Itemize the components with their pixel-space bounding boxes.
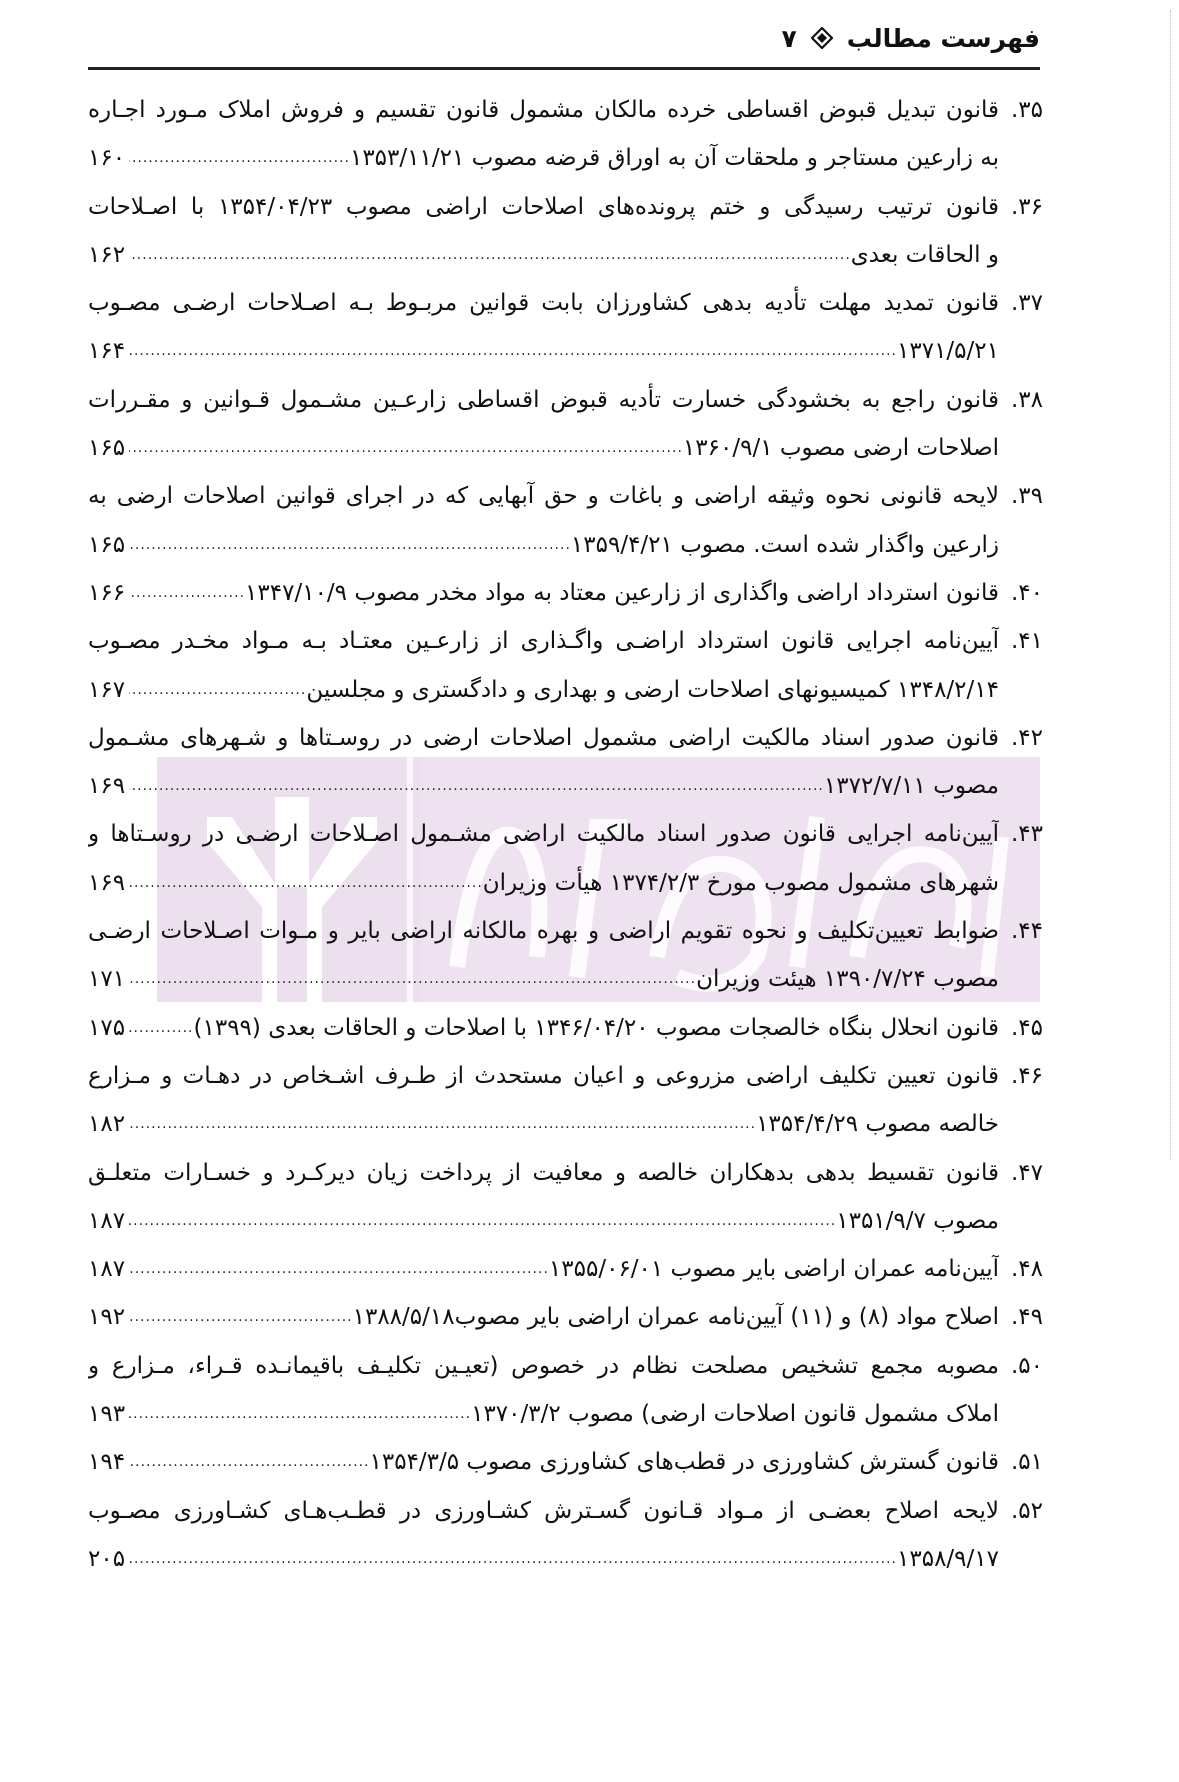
entry-title: مصوب ۱۳۹۰/۷/۲۴ هیئت وزیران — [696, 966, 999, 993]
entry-continuation — [88, 1390, 999, 1438]
entry-title: آیین‌نامه اجرایی قانون استرداد اراضـی واگـذاری از زارعـین معتـاد بـه مـواد مخـدر مصـوب — [88, 628, 999, 655]
entry-page-number[interactable]: ۱۸۷ — [88, 1256, 126, 1283]
toc-entry-line — [88, 1245, 1043, 1293]
toc-entry-line — [88, 1390, 1043, 1438]
toc-entry-line — [88, 86, 1043, 134]
entry-continuation — [88, 1438, 999, 1486]
entry-number: ۴۳. — [1010, 821, 1043, 848]
entry-title: قانون تعیین تکلیف اراضی مزروعی و اعیان مستحدث از طـرف اشـخاص در دهـات و مـزارع — [88, 1062, 999, 1089]
dot-leader — [129, 1100, 756, 1148]
entry-number: ۳۶. — [1010, 193, 1043, 220]
toc-entry-line — [88, 231, 1043, 279]
entry-title: آیین‌نامه عمران اراضی بایر مصوب ۱۳۵۵/۰۶/۰۱ — [548, 1256, 999, 1283]
entry-indent — [999, 521, 1043, 569]
toc-entry-line — [88, 279, 1043, 327]
toc-entry-line — [88, 1100, 1043, 1148]
entry-title: شهرهای مشمول مصوب مورخ ۱۳۷۴/۲/۳ هیأت وزیران — [482, 869, 999, 896]
entry-page-number[interactable]: ۱۸۷ — [88, 1207, 126, 1234]
toc-entry-line — [88, 859, 1043, 907]
entry-number: ۴۰. — [1010, 579, 1043, 606]
entry-number: ۵۲. — [1010, 1497, 1043, 1524]
entry-number: ۵۱. — [1010, 1449, 1043, 1476]
dot-leader — [129, 327, 897, 375]
entry-title: مصوبه مجمع تشخیص مصلحت نظام در خصوص (تعیـین تکلیـف باقیمانـده قـراء، مـزارع و — [88, 1352, 999, 1379]
toc-entry-line — [88, 1342, 1043, 1390]
entry-continuation — [88, 521, 999, 569]
toc-entry-line — [88, 762, 1043, 810]
entry-indent — [999, 859, 1043, 907]
dot-leader — [129, 1293, 353, 1341]
entry-page-number[interactable]: ۱۶۷ — [88, 676, 126, 703]
dot-leader — [129, 231, 851, 279]
entry-continuation — [88, 955, 999, 1003]
entry-page-number[interactable]: ۱۶۵ — [88, 531, 126, 558]
entry-indent — [999, 231, 1043, 279]
entry-number: ۴۸. — [1010, 1256, 1043, 1283]
entry-title: قانون تبدیل قبوض اقساطی خرده مالکان مشمول قانون تقسیم و فروش املاک مـورد اجـاره — [88, 97, 999, 123]
entry-page-number[interactable]: ۱۶۴ — [88, 338, 126, 365]
entry-number: ۴۴. — [1010, 918, 1043, 945]
toc-entry-line — [88, 955, 1043, 1003]
dot-leader — [129, 762, 824, 810]
entry-page-number[interactable]: ۱۶۹ — [88, 773, 126, 800]
entry-number: ۳۷. — [1010, 290, 1043, 317]
toc-entry-line — [88, 1004, 1043, 1052]
entry-indent — [999, 327, 1043, 375]
toc-entry[interactable] — [88, 569, 1043, 617]
toc-entry-line — [88, 1487, 1043, 1535]
header-title: فهرست مطالب — [846, 23, 1040, 53]
entry-continuation — [88, 1197, 999, 1245]
entry-indent — [999, 1100, 1043, 1148]
toc-entry[interactable] — [88, 1052, 1043, 1149]
entry-page-number[interactable]: ۱۹۳ — [88, 1401, 126, 1428]
entry-continuation — [88, 1293, 999, 1341]
entry-continuation — [88, 569, 999, 617]
entry-continuation — [88, 1245, 999, 1293]
toc-entry-line — [88, 569, 1043, 617]
toc-entry[interactable] — [88, 376, 1043, 473]
entry-continuation — [88, 762, 999, 810]
toc-entry[interactable] — [88, 472, 1043, 569]
toc-entry-line — [88, 134, 1043, 182]
toc-entry[interactable] — [88, 1438, 1043, 1486]
page-header — [88, 18, 1040, 58]
entry-title: املاک مشمول قانون اصلاحات ارضی) مصوب ۱۳۷۰/۳/۲ — [471, 1401, 999, 1428]
dot-leader — [129, 1245, 549, 1293]
entry-title: قانون ترتیب رسیدگی و ختم پرونده‌های اصلاحات اراضی مصوب ۱۳۵۴/۰۴/۲۳ با اصـلاحات — [88, 193, 999, 220]
entry-title: ۱۳۴۸/۲/۱۴ کمیسیونهای اصلاحات ارضی و بهداری و دادگستری و مجلسین — [306, 676, 999, 703]
entry-title: قانون تمدید مهلت تأدیه بدهی کشاورزان بابت قوانین مربـوط بـه اصـلاحات ارضـی مصـوب — [88, 290, 999, 317]
entry-page-number[interactable]: ۲۰۵ — [88, 1545, 126, 1572]
dot-leader — [129, 1004, 193, 1052]
dot-leader — [129, 424, 683, 472]
entry-indent — [999, 424, 1043, 472]
entry-continuation — [88, 424, 999, 472]
entry-continuation — [88, 327, 999, 375]
entry-number: ۴۶. — [1010, 1062, 1043, 1089]
dot-leader — [129, 521, 571, 569]
entry-title: لایحه قانونی نحوه وثیقه اراضی و باغات و حق آبهایی که در اجرای قوانین اصلاحات ارضی به — [88, 483, 999, 510]
toc-entry-line — [88, 1149, 1043, 1197]
entry-continuation — [88, 1004, 999, 1052]
toc-entry[interactable] — [88, 1487, 1043, 1584]
toc-entry[interactable] — [88, 907, 1043, 1004]
entry-number: ۴۷. — [1010, 1159, 1043, 1186]
entry-page-number[interactable]: ۱۷۵ — [88, 1014, 126, 1041]
scan-edge — [1167, 10, 1171, 1160]
dot-leader — [129, 1438, 369, 1486]
toc-entry-line — [88, 376, 1043, 424]
entry-indent — [999, 762, 1043, 810]
toc-entry[interactable] — [88, 1342, 1043, 1439]
entry-page-number[interactable]: ۱۶۵ — [88, 435, 126, 462]
entry-title: قانون گسترش کشاورزی در قطب‌های کشاورزی مصوب ۱۳۵۴/۳/۵ — [369, 1449, 999, 1476]
toc-entry-line — [88, 714, 1043, 762]
entry-indent — [999, 1197, 1043, 1245]
toc-entry-line — [88, 424, 1043, 472]
entry-page-number[interactable]: ۱۹۲ — [88, 1304, 126, 1331]
toc-entry[interactable] — [88, 617, 1043, 714]
dot-leader — [129, 1197, 836, 1245]
entry-continuation — [88, 1100, 999, 1148]
entry-title: ۱۳۵۸/۹/۱۷ — [897, 1545, 999, 1572]
entry-page-number[interactable]: ۱۶۹ — [88, 869, 126, 896]
toc-entry[interactable] — [88, 714, 1043, 811]
entry-number: ۴۵. — [1010, 1014, 1043, 1041]
toc-entry-line — [88, 617, 1043, 665]
toc-entry[interactable] — [88, 810, 1043, 907]
entry-title: قانون انحلال بنگاه خالصجات مصوب ۱۳۴۶/۰۴/۲۰ با اصلاحات و الحاقات بعدی (۱۳۹۹) — [193, 1014, 999, 1041]
toc-entry-line — [88, 1293, 1043, 1341]
dot-leader — [129, 1390, 471, 1438]
entry-indent — [999, 666, 1043, 714]
toc-entry[interactable] — [88, 1004, 1043, 1052]
entry-continuation — [88, 666, 999, 714]
entry-indent — [999, 1390, 1043, 1438]
entry-title: اصلاح مواد (۸) و (۱۱) آیین‌نامه عمران اراضی بایر مصوب۱۳۸۸/۵/۱۸ — [352, 1304, 999, 1331]
entry-page-number[interactable]: ۱۷۱ — [88, 966, 126, 993]
header-rule — [88, 67, 1040, 70]
entry-continuation — [88, 134, 999, 182]
toc-entry-line — [88, 1535, 1043, 1583]
toc-entry-line — [88, 907, 1043, 955]
entry-number: ۳۵. — [1010, 97, 1043, 123]
entry-page-number[interactable]: ۱۹۴ — [88, 1449, 126, 1476]
entry-title: قانون صدور اسناد مالکیت اراضی مشمول اصلاحات ارضی در روسـتاها و شـهرهای مشـمول — [88, 724, 999, 751]
toc-entry[interactable] — [88, 1245, 1043, 1293]
entry-title: ۱۳۷۱/۵/۲۱ — [897, 338, 999, 365]
toc-entry[interactable] — [88, 1149, 1043, 1246]
entry-indent — [999, 955, 1043, 1003]
entry-page-number[interactable]: ۱۶۲ — [88, 241, 126, 268]
diamond-icon — [811, 27, 833, 49]
toc-entry[interactable] — [88, 279, 1043, 376]
entry-number: ۴۹. — [1010, 1304, 1043, 1331]
toc-entry[interactable] — [88, 1293, 1043, 1341]
toc-entry-line — [88, 472, 1043, 520]
entry-page-number[interactable]: ۱۸۲ — [88, 1111, 126, 1138]
entry-title: مصوب ۱۳۵۱/۹/۷ — [836, 1207, 999, 1234]
entry-number: ۴۲. — [1010, 724, 1043, 751]
dot-leader — [129, 859, 483, 907]
toc-entry-line — [88, 521, 1043, 569]
entry-title: قانون استرداد اراضی واگذاری از زارعین معتاد به مواد مخدر مصوب ۱۳۴۷/۱۰/۹ — [245, 579, 999, 606]
entry-number: ۳۸. — [1010, 386, 1043, 413]
dot-leader — [129, 955, 696, 1003]
toc-entry-line — [88, 327, 1043, 375]
toc-entry-line — [88, 1197, 1043, 1245]
entry-indent — [999, 1535, 1043, 1583]
entry-page-number[interactable]: ۱۶۰ — [88, 145, 126, 172]
entry-title: لایحه اصلاح بعضـی از مـواد قـانون گسـترش کشـاورزی در قطـب‌هـای کشـاورزی مصـوب — [88, 1497, 999, 1524]
entry-title: به زارعین مستاجر و ملحقات آن به اوراق قرضه مصوب ۱۳۵۳/۱۱/۲۱ — [349, 145, 999, 172]
toc-entry[interactable] — [88, 183, 1043, 280]
entry-title: آیین‌نامه اجرایی قانون صدور اسناد مالکیت اراضی مشـمول اصـلاحات ارضـی در روسـتاها و — [88, 821, 999, 848]
entry-number: ۴۱. — [1010, 628, 1043, 655]
entry-number: ۵۰. — [1010, 1352, 1043, 1379]
entry-title: خالصه مصوب ۱۳۵۴/۴/۲۹ — [756, 1111, 999, 1138]
toc-entry-line — [88, 1438, 1043, 1486]
entry-title: قانون راجع به بخشودگی خسارت تأدیه قبوض اقساطی زارعـین مشـمول قـوانین و مقـررات — [88, 386, 999, 413]
entry-title: اصلاحات ارضی مصوب ۱۳۶۰/۹/۱ — [682, 435, 999, 462]
entry-number: ۳۹. — [1010, 483, 1043, 510]
entry-title: مصوب ۱۳۷۲/۷/۱۱ — [823, 773, 999, 800]
entry-title: زارعین واگذار شده است. مصوب ۱۳۵۹/۴/۲۱ — [570, 531, 999, 558]
table-of-contents — [88, 86, 1043, 1583]
entry-continuation — [88, 859, 999, 907]
entry-title: و الحاقات بعدی — [850, 241, 999, 268]
toc-entry-line — [88, 183, 1043, 231]
dot-leader — [129, 134, 350, 182]
entry-continuation — [88, 1535, 999, 1583]
toc-entry-line — [88, 666, 1043, 714]
dot-leader — [129, 666, 306, 714]
page-number: ۷ — [781, 23, 797, 53]
toc-entry[interactable] — [88, 86, 1043, 183]
entry-continuation — [88, 231, 999, 279]
entry-title: ضوابط تعیین‌تکلیف و نحوه تقویم اراضی و بهره مالکانه اراضی بایر و مـوات اصـلاحات ارضـی — [88, 918, 999, 945]
entry-title: قانون تقسیط بدهی بدهکاران خالصه و معافیت از پرداخت زیان دیرکـرد و خسـارات متعلـق — [88, 1159, 999, 1186]
dot-leader — [129, 569, 245, 617]
dot-leader — [129, 1535, 897, 1583]
toc-entry-line — [88, 810, 1043, 858]
entry-indent — [999, 134, 1043, 182]
entry-page-number[interactable]: ۱۶۶ — [88, 579, 126, 606]
toc-entry-line — [88, 1052, 1043, 1100]
